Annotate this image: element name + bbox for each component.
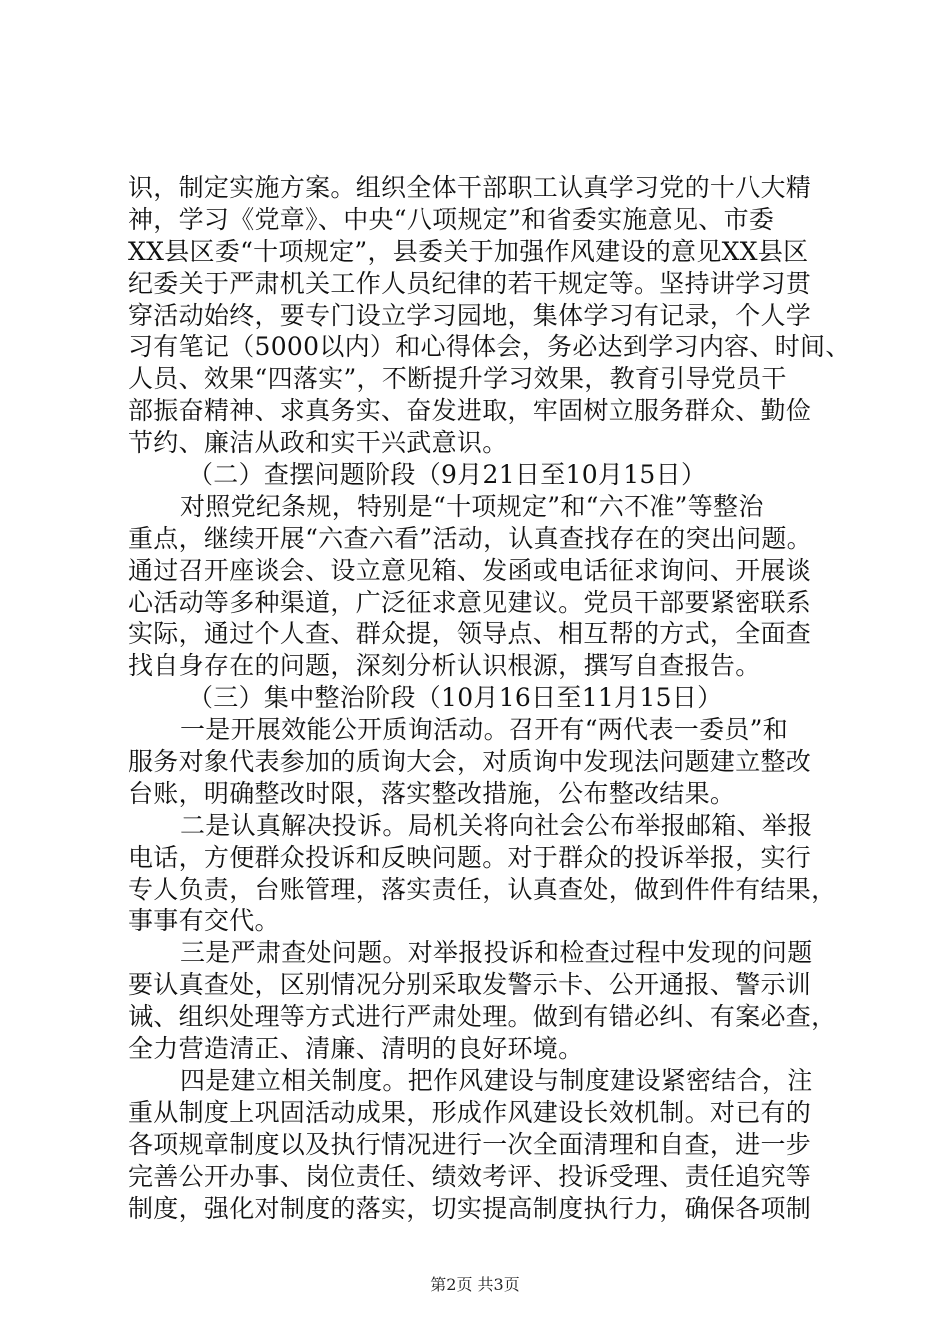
text-line: 通过召开座谈会、设立意见箱、发函或电话征求询问、开展谈 xyxy=(128,555,812,585)
text-line: 一是开展效能公开质询活动。召开有“两代表一委员”和 xyxy=(180,715,789,745)
text-line: 找自身存在的问题，深刻分析认识根源，撰写自查报告。 xyxy=(128,651,761,681)
text-line: 对照党纪条规，特别是“十项规定”和“六不准”等整治 xyxy=(180,491,764,521)
text-line: 穿活动始终，要专门设立学习园地，集体学习有记录，个人学 xyxy=(128,300,812,330)
text-line: XX县区委“十项规定”，县委关于加强作风建设的意见XX县区 xyxy=(128,236,809,266)
text-line: 台账，明确整改时限，落实整改措施，公布整改结果。 xyxy=(128,778,736,808)
text-line: 服务对象代表参加的质询大会，对质询中发现法问题建立整改 xyxy=(128,747,812,777)
text-line: 完善公开办事、岗位责任、绩效考评、投诉受理、责任追究等 xyxy=(128,1161,812,1191)
section-heading: （三）集中整治阶段（10月16日至11月15日） xyxy=(188,683,723,713)
text-line: 识，制定实施方案。组织全体干部职工认真学习党的十八大精 xyxy=(128,173,812,202)
text-line: 神，学习《党章》、中央“八项规定”和省委实施意见、市委 xyxy=(128,204,775,234)
text-line: 部振奋精神、求真务实、奋发进取，牢固树立服务群众、勤俭 xyxy=(128,396,812,426)
text-line: 二是认真解决投诉。局机关将向社会公布举报邮箱、举报 xyxy=(180,810,813,840)
text-line: 节约、廉洁从政和实干兴武意识。 xyxy=(128,428,508,458)
text-line: 全力营造清正、清廉、清明的良好环境。 xyxy=(128,1034,584,1064)
text-line: 心活动等多种渠道，广泛征求意见建议。党员干部要紧密联系 xyxy=(128,587,812,617)
text-line: 诫、组织处理等方式进行严肃处理。做到有错必纠、有案必查， xyxy=(128,1002,837,1032)
text-line: 实际，通过个人查、群众提，领导点、相互帮的方式，全面查 xyxy=(128,619,812,649)
document-body xyxy=(128,172,851,1224)
page-footer xyxy=(0,1272,950,1295)
section-heading: （二）查摆问题阶段（9月21日至10月15日） xyxy=(188,460,707,490)
text-line: 电话，方便群众投诉和反映问题。对于群众的投诉举报，实行 xyxy=(128,842,812,872)
text-line: 四是建立相关制度。把作风建设与制度建设紧密结合，注 xyxy=(180,1065,813,1095)
text-line: 事事有交代。 xyxy=(128,906,280,936)
text-line: 各项规章制度以及执行情况进行一次全面清理和自查，进一步 xyxy=(128,1129,812,1159)
text-line: 要认真查处，区别情况分别采取发警示卡、公开通报、警示训 xyxy=(128,970,812,1000)
text-line: 重点，继续开展“六查六看”活动，认真查找存在的突出问题。 xyxy=(128,523,812,553)
text-line: 习有笔记（5000以内）和心得体会，务必达到学习内容、时间、 xyxy=(128,332,851,362)
text-line: 人员、效果“四落实”，不断提升学习效果，教育引导党员干 xyxy=(128,364,787,394)
text-line: 重从制度上巩固活动成果，形成作风建设长效机制。对已有的 xyxy=(128,1097,812,1127)
text-line: 三是严肃查处问题。对举报投诉和检查过程中发现的问题 xyxy=(180,938,813,968)
text-line: 制度，强化对制度的落实，切实提高制度执行力，确保各项制 xyxy=(128,1193,812,1223)
text-line: 专人负责，台账管理，落实责任，认真查处，做到件件有结果， xyxy=(128,874,837,904)
text-line: 纪委关于严肃机关工作人员纪律的若干规定等。坚持讲学习贯 xyxy=(128,268,812,298)
page-number-label: 第2页 共3页 xyxy=(430,1275,520,1294)
